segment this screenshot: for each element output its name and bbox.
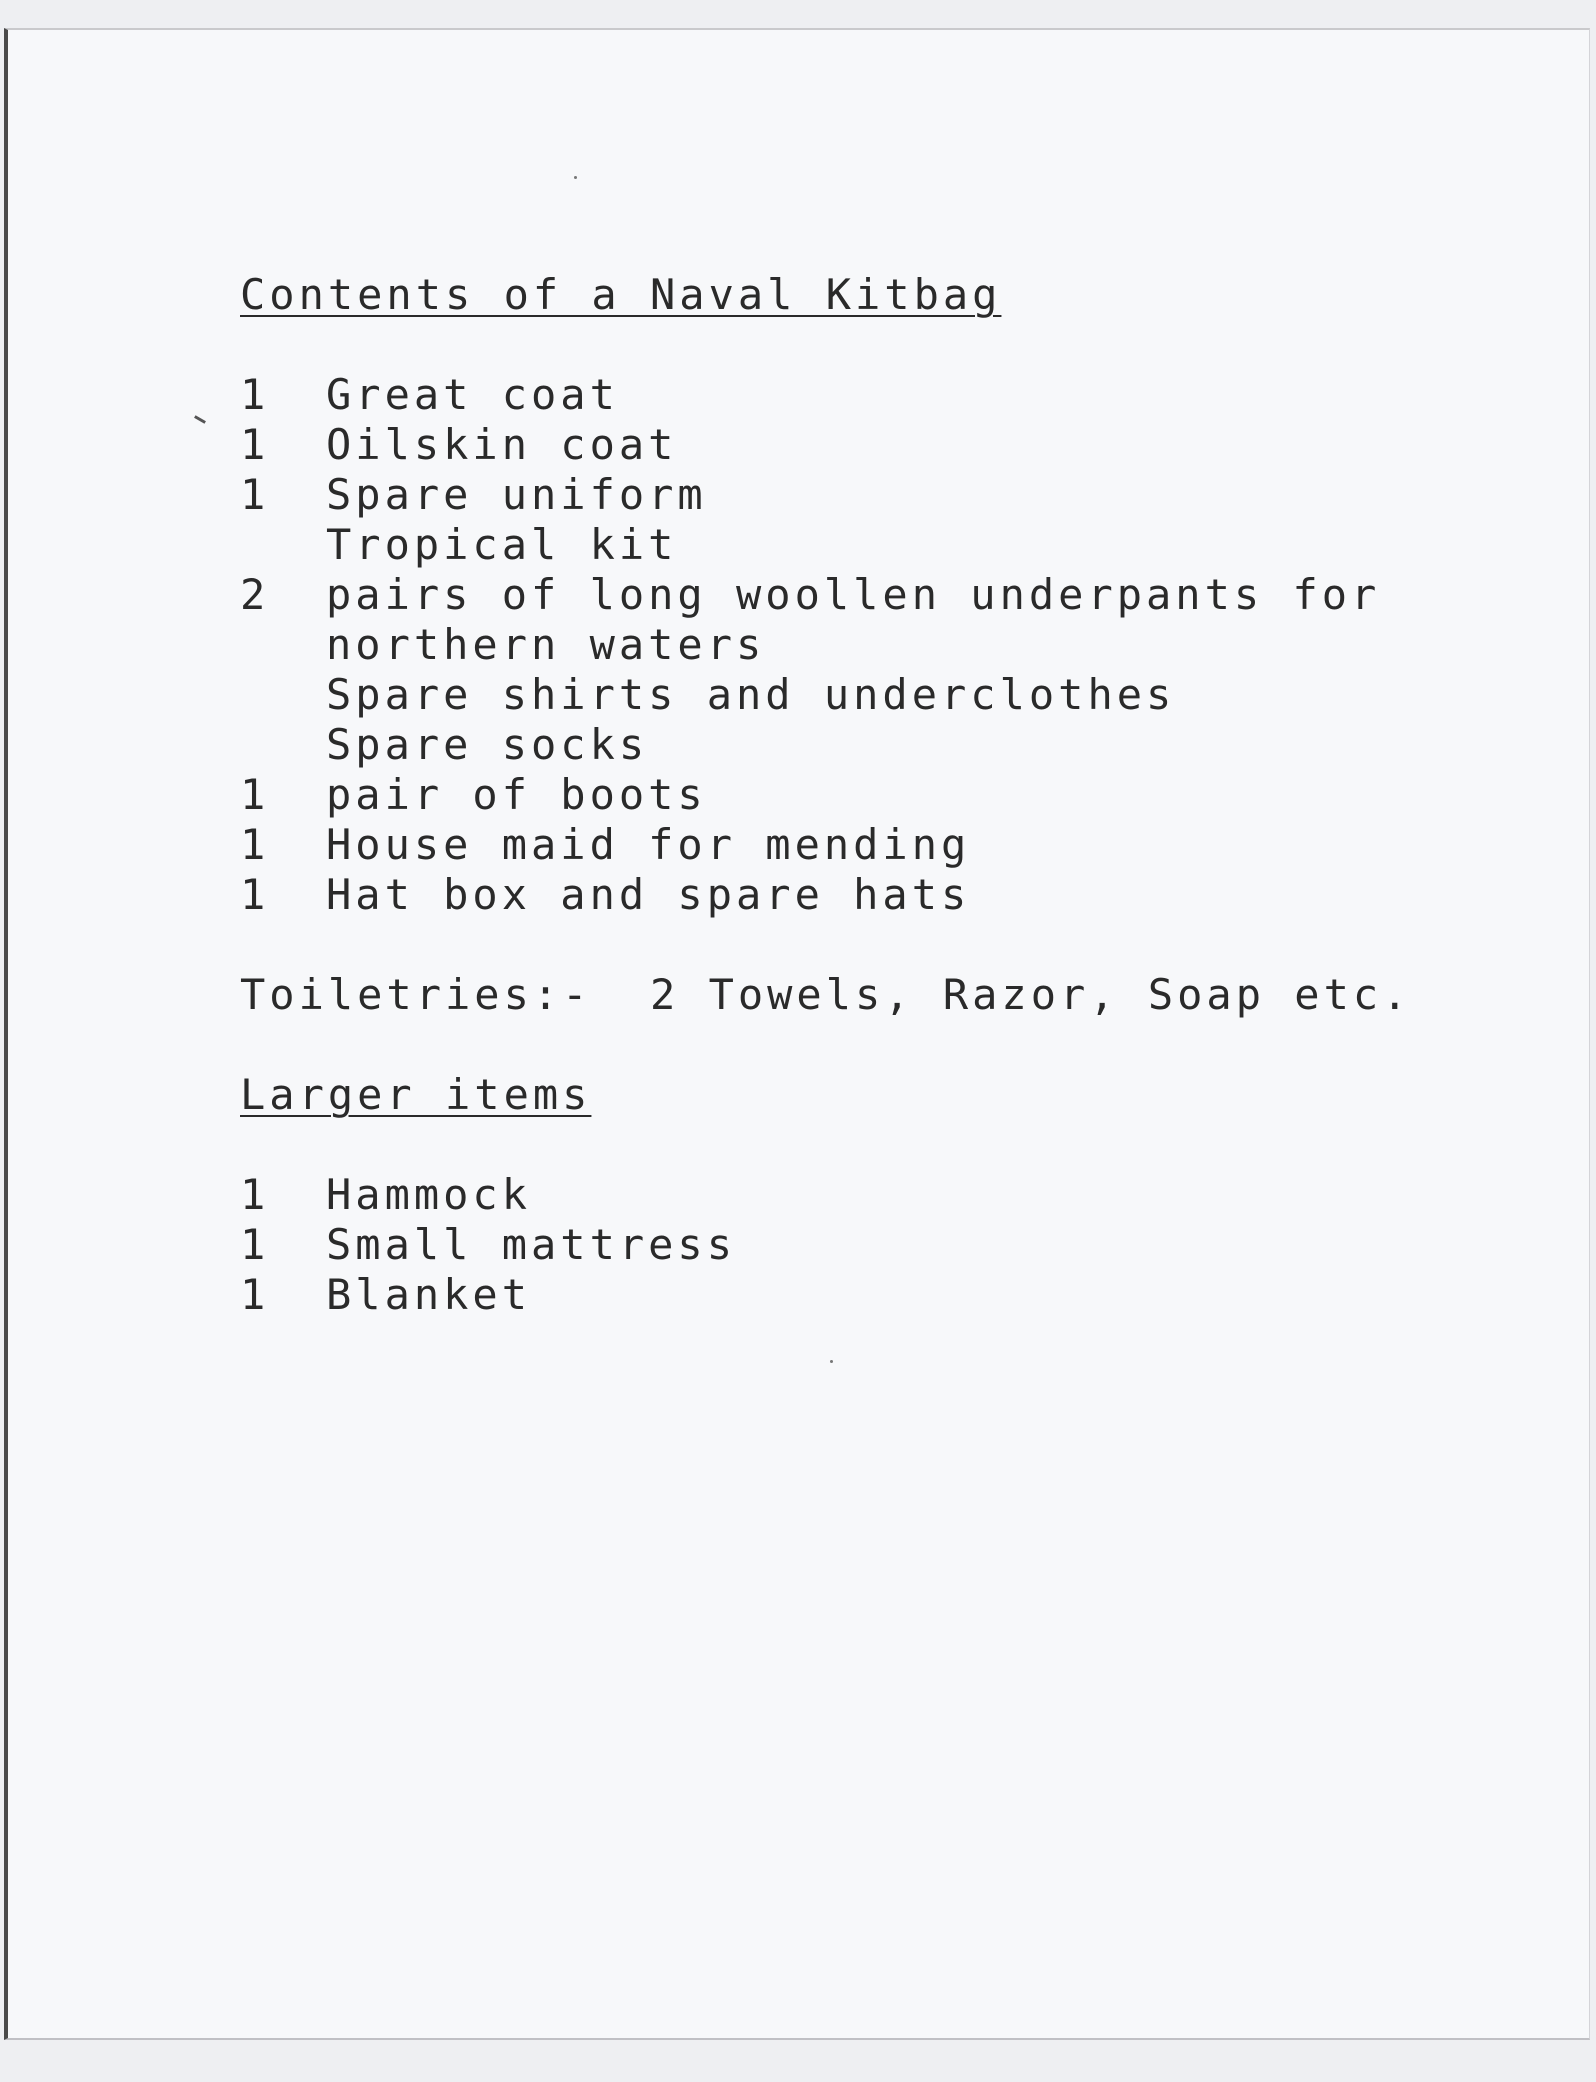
- list-item: [240, 370, 1411, 420]
- toiletries-line: [240, 970, 1411, 1020]
- item-quantity: [240, 670, 326, 720]
- toiletries-label: Toiletries:-: [240, 970, 592, 1019]
- item-text: Small mattress: [326, 1220, 737, 1269]
- item-quantity: 1: [240, 1220, 270, 1269]
- paper-speck: [830, 1360, 833, 1363]
- document-title: Contents of a Naval Kitbag: [240, 270, 1002, 319]
- item-text: Hat box and spare hats: [326, 870, 971, 919]
- paper-speck: [574, 176, 577, 179]
- list-item: [240, 820, 1411, 870]
- list-item: [240, 570, 1411, 620]
- list-item: [240, 520, 1411, 570]
- item-text: Great coat: [326, 370, 619, 419]
- item-text: Tropical kit: [326, 520, 678, 569]
- list-item: [240, 770, 1411, 820]
- item-quantity: [240, 620, 326, 670]
- item-quantity: 1: [240, 420, 270, 469]
- item-text: Blanket: [326, 1270, 532, 1319]
- item-quantity: 1: [240, 1270, 270, 1319]
- toiletries-text: 2 Towels, Razor, Soap etc.: [650, 970, 1412, 1019]
- item-text: Hammock: [326, 1170, 532, 1219]
- item-quantity: 1: [240, 470, 270, 519]
- list-item: [240, 720, 1411, 770]
- item-quantity: 2: [240, 570, 270, 619]
- list-item: [240, 470, 1411, 520]
- item-text: pair of boots: [326, 770, 707, 819]
- pen-mark: [194, 415, 206, 424]
- item-quantity: 1: [240, 1170, 270, 1219]
- item-text: northern waters: [326, 620, 766, 669]
- list-item: [240, 420, 1411, 470]
- list-item: [240, 1270, 1411, 1320]
- list-item: [240, 1170, 1411, 1220]
- item-text: Spare shirts and underclothes: [326, 670, 1176, 719]
- list-item: [240, 670, 1411, 720]
- item-text: House maid for mending: [326, 820, 971, 869]
- larger-items-list: [240, 1170, 1411, 1320]
- item-quantity: 1: [240, 870, 270, 919]
- item-quantity: 1: [240, 370, 270, 419]
- item-quantity: 1: [240, 820, 270, 869]
- item-quantity: 1: [240, 770, 270, 819]
- kitbag-list: [240, 370, 1411, 920]
- list-item: [240, 870, 1411, 920]
- larger-items-heading: Larger items: [240, 1070, 592, 1119]
- document-page: [4, 28, 1590, 2040]
- item-quantity: [240, 520, 326, 570]
- item-text: Spare socks: [326, 720, 649, 769]
- item-text: Oilskin coat: [326, 420, 678, 469]
- list-item: [240, 1220, 1411, 1270]
- item-quantity: [240, 720, 326, 770]
- item-text: pairs of long woollen underpants for: [326, 570, 1381, 619]
- document-body: [240, 270, 1411, 1320]
- item-text: Spare uniform: [326, 470, 707, 519]
- list-item: [240, 620, 1411, 670]
